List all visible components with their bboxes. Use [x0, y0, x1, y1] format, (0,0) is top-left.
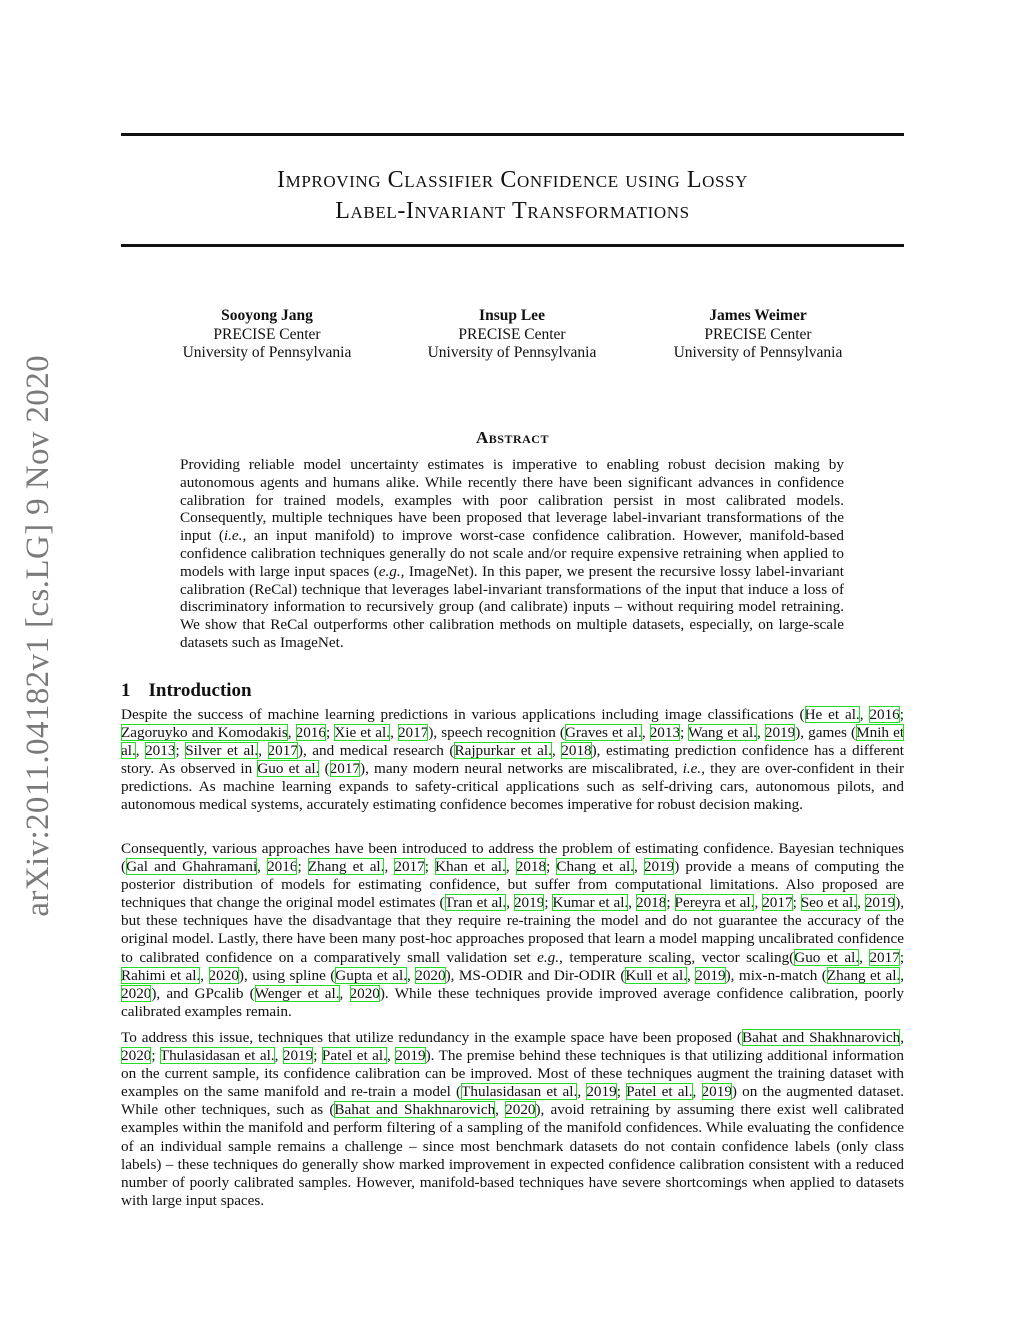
citation-link[interactable]: Mnih et al. [121, 724, 905, 760]
citation-link[interactable]: 2019 [282, 1047, 314, 1065]
citation-link[interactable]: Rahimi et al. [121, 966, 201, 984]
text: ), estimating prediction confidence has a different story. As observed in [121, 742, 905, 778]
author-affiliation: University of Pennsylvania [182, 344, 352, 361]
text: , [633, 858, 644, 876]
citation-link[interactable]: 2016 [267, 858, 298, 876]
text: they are over-confident in their predictions. As machine learning expands to safety-critical applications such as self-driving cars, autonomous pilots, and autonomous medical systems, accurately estimating confidence becomes imperative for robust decision making. [121, 760, 905, 814]
author-name: Insup Lee [479, 307, 545, 324]
text: ; [899, 948, 905, 966]
citation-link[interactable]: Khan et al. [435, 858, 506, 876]
text: ). While these techniques provide improved average confidence calibration, poorly calibrated examples remain. [121, 984, 905, 1020]
author-dept: PRECISE Center [458, 325, 566, 343]
text: ), MS-ODIR and Dir-ODIR ( [445, 966, 626, 984]
text: ; [175, 742, 186, 760]
text: ) on the augmented dataset. While other techniques, such as ( [121, 1083, 905, 1119]
citation-link[interactable]: Thulasidasan et al. [461, 1083, 578, 1101]
text: , [857, 894, 865, 912]
text: , [756, 724, 765, 742]
citation-link[interactable]: Bahat and Shakhnarovich [741, 1029, 901, 1046]
intro-paragraph-3 [121, 1029, 904, 1210]
citation-link[interactable]: 2013 [145, 742, 176, 760]
citation-link[interactable]: 2017 [267, 742, 298, 760]
citation-link[interactable]: Chang et al. [556, 858, 634, 876]
text: , [577, 1083, 587, 1101]
author-affiliation: University of Pennsylvania [427, 344, 597, 361]
citation-link[interactable]: He et al. [804, 706, 860, 723]
citation-link[interactable]: Tran et al. [444, 894, 507, 912]
author-block-3 [638, 307, 878, 363]
citation-link[interactable]: Pereyra et al. [674, 894, 755, 912]
citation-link[interactable]: Rajpurkar et al. [454, 742, 552, 760]
citation-link[interactable]: 2019 [586, 1083, 617, 1101]
citation-link[interactable]: 2016 [295, 724, 326, 742]
text: ), using spline ( [238, 966, 336, 984]
text: , [287, 724, 296, 742]
citation-link[interactable]: Silver et al. [185, 742, 259, 760]
text: , [386, 1047, 396, 1065]
citation-link[interactable]: 2019 [643, 858, 675, 876]
text: ; [313, 1047, 322, 1065]
text: , [900, 966, 905, 984]
citation-link[interactable]: Kumar et al. [552, 894, 629, 912]
text: ; [792, 894, 801, 912]
citation-link[interactable]: Gupta et al. [335, 966, 407, 984]
text: To address this issue, techniques that utilize redundancy in the example space have been proposed ( [121, 1029, 742, 1046]
citation-link[interactable]: Zhang et al. [307, 858, 385, 876]
citation-link[interactable]: Seo et al. [800, 894, 858, 912]
citation-link[interactable]: Patel et al. [321, 1047, 387, 1065]
text: ), many modern neural networks are miscalibrated, [360, 760, 683, 778]
text: , [257, 858, 268, 876]
citation-link[interactable]: 2019 [513, 894, 545, 912]
text: ( [319, 760, 330, 778]
text: , [258, 742, 268, 760]
author-dept: PRECISE Center [213, 325, 321, 343]
citation-link[interactable]: 2017 [869, 948, 900, 966]
citation-link[interactable]: 2020 [505, 1101, 536, 1119]
citation-link[interactable]: 2020 [208, 966, 239, 984]
text: , [754, 894, 763, 912]
citation-link[interactable]: Wang et al. [688, 724, 757, 742]
text: Despite the success of machine learning predictions in various applications including image classifications ( [121, 706, 805, 723]
text-italic: e.g., [537, 948, 563, 966]
citation-link[interactable]: 2020 [415, 966, 446, 984]
citation-link[interactable]: Guo et al. [794, 948, 860, 966]
citation-link[interactable]: 2017 [394, 858, 425, 876]
text: ), speech recognition ( [428, 724, 565, 742]
citation-link[interactable]: 2019 [864, 894, 896, 912]
citation-link[interactable]: Gal and Ghahramani [126, 858, 258, 876]
text: ) provide a means of computing the posterior distribution of models for estimating confidence, but suffer from computational limitations. Also proposed are techniques that change the original model estimates ( [121, 858, 904, 912]
text: ; [424, 858, 436, 876]
text-italic: i.e., [223, 527, 247, 545]
citation-link[interactable]: Patel et al. [626, 1083, 693, 1101]
text: Consequently, various approaches have been introduced to address the problem of estimating confidence. Bayesian techniques ( [121, 840, 904, 876]
text: Providing reliable model uncertainty estimates is imperative to enabling robust decision making by autonomous agents and humans alike. While recently there have been significant advances in confidence calibration for trained models, examples with poor calibration persist in most calibrated models. Consequently, multiple techniques have been proposed that leverage label-invariant transformations of the input ( [180, 456, 844, 545]
text: ), mix-n-match ( [725, 966, 827, 984]
abstract-body [180, 456, 844, 652]
title-rule-top [121, 133, 904, 136]
citation-link[interactable]: Kull et al. [625, 966, 687, 984]
text: , [407, 966, 416, 984]
citation-link[interactable]: 2018 [515, 858, 547, 876]
author-block-1 [147, 307, 387, 363]
text: , [200, 966, 209, 984]
section-number: 1 [121, 680, 131, 701]
citation-link[interactable]: 2020 [349, 984, 380, 1002]
citation-link[interactable]: 2019 [395, 1047, 426, 1065]
text: , [390, 724, 398, 742]
text: , [505, 858, 516, 876]
text: ; [151, 1047, 160, 1065]
text: ), games ( [795, 724, 857, 742]
text: ; [546, 858, 557, 876]
text: , [506, 894, 514, 912]
citation-link[interactable]: 2019 [695, 966, 726, 984]
text: ; [544, 894, 553, 912]
citation-link[interactable]: 2017 [762, 894, 793, 912]
text: ), avoid retraining by assuming there exist well calibrated examples within the manifold and perform filtering of a sampling of the manifold confidences. While evaluating the confidence of an individual sample remains a challenge – since most benchmark datasets do not contain confidence labels (only class labels) – these techniques do generally show marked improvement in expected confidence calibration consistent with a reduced number of poorly calibrated samples. However, manifold-based techniques have severe shortcomings when applied to datasets with large input spaces. [121, 1101, 904, 1209]
text: ; [680, 724, 689, 742]
text: ), and GPcalib ( [151, 984, 255, 1002]
citation-link[interactable]: Zagoruyko and Komodakis [121, 724, 288, 742]
text: , [859, 706, 870, 723]
citation-link[interactable]: 2018 [635, 894, 667, 912]
citation-link[interactable]: Graves et al. [564, 724, 642, 742]
text: ; [616, 1083, 627, 1101]
citation-link[interactable]: 2018 [561, 742, 592, 760]
text: an input manifold) to improve worst-case confidence calibration. However, manifold-based confidence calibration techniques generally do not scale and/or require expensive retraining when applied to models with large input spaces ( [180, 527, 844, 580]
citation-link[interactable]: 2020 [121, 984, 152, 1002]
citation-link[interactable]: 2016 [869, 706, 900, 723]
text: , [859, 948, 870, 966]
author-dept: PRECISE Center [704, 325, 812, 343]
author-affiliation: University of Pennsylvania [673, 344, 843, 361]
text: ; [899, 706, 904, 723]
citation-link[interactable]: 2019 [701, 1083, 732, 1101]
citation-link[interactable]: Bahat and Shakhnarovich [334, 1101, 496, 1119]
section-title: Introduction [148, 680, 252, 701]
title-line-2: Label-Invariant Transformations [335, 198, 690, 224]
author-block-2 [392, 307, 632, 363]
text: ). The premise behind these techniques is that utilizing additional information on the current sample, its confidence calibration can be improved. Most of these techniques augment the training dataset with examples on the same manifold and re-train a model ( [121, 1047, 904, 1101]
citation-link[interactable]: Guo et al. [257, 760, 320, 778]
text: , [135, 742, 146, 760]
abstract-heading: Abstract [476, 428, 549, 447]
text: ; [325, 724, 335, 742]
paper-title [121, 165, 904, 227]
citation-link[interactable]: 2017 [397, 724, 429, 742]
intro-paragraph-1 [121, 706, 904, 815]
citation-link[interactable]: Wenger et al. [254, 984, 340, 1002]
text: , [551, 742, 562, 760]
citation-link[interactable]: 2013 [649, 724, 681, 742]
citation-link[interactable]: Zhang et al. [826, 966, 901, 984]
title-rule-bottom [121, 244, 904, 247]
text: ; [666, 894, 675, 912]
arxiv-identifier-stamp: arXiv:2011.04182v1 [cs.LG] 9 Nov 2020 [20, 355, 56, 917]
text: , [384, 858, 395, 876]
text: ImageNet). In this paper, we present the recursive lossy label-invariant calibration (ReCal) technique that leverages label-invariant transformations of the input that induce a loss of discriminatory information to recursively group (and calibrate) inputs – without requiring model retraining. We show that ReCal outperforms other calibration methods on multiple datasets, especially, on large-scale datasets such as ImageNet. [180, 562, 844, 651]
intro-paragraph-2 [121, 840, 904, 1021]
text: , [274, 1047, 283, 1065]
text: ), but these techniques have the disadvantage that they require re-training the model and do not guarantee the accuracy of the original model. Lastly, there have been many post-hoc approaches proposed that learn a model mapping uncalibrated confidence to calibrated confidence on a comparatively small validation set [121, 894, 905, 966]
citation-link[interactable]: 2017 [329, 760, 361, 778]
text: , [641, 724, 650, 742]
citation-link[interactable]: 2020 [121, 1047, 152, 1065]
citation-link[interactable]: Xie et al. [334, 724, 391, 742]
text: , [628, 894, 636, 912]
text: , [687, 966, 696, 984]
text: ), and medical research ( [297, 742, 455, 760]
text: ; [297, 858, 308, 876]
text: , [339, 984, 350, 1002]
text: , [900, 1029, 904, 1046]
text: , [495, 1101, 506, 1119]
citation-link[interactable]: 2019 [764, 724, 796, 742]
author-name: Sooyong Jang [221, 307, 313, 324]
text: , [692, 1083, 702, 1101]
text: temperature scaling, vector scaling( [562, 948, 795, 966]
text-italic: i.e., [682, 760, 705, 778]
title-line-1: Improving Classifier Confidence using Lossy [277, 167, 748, 193]
text-italic: e.g., [378, 562, 405, 580]
author-name: James Weimer [709, 307, 807, 324]
citation-link[interactable]: Thulasidasan et al. [159, 1047, 275, 1065]
section-heading [121, 680, 252, 702]
